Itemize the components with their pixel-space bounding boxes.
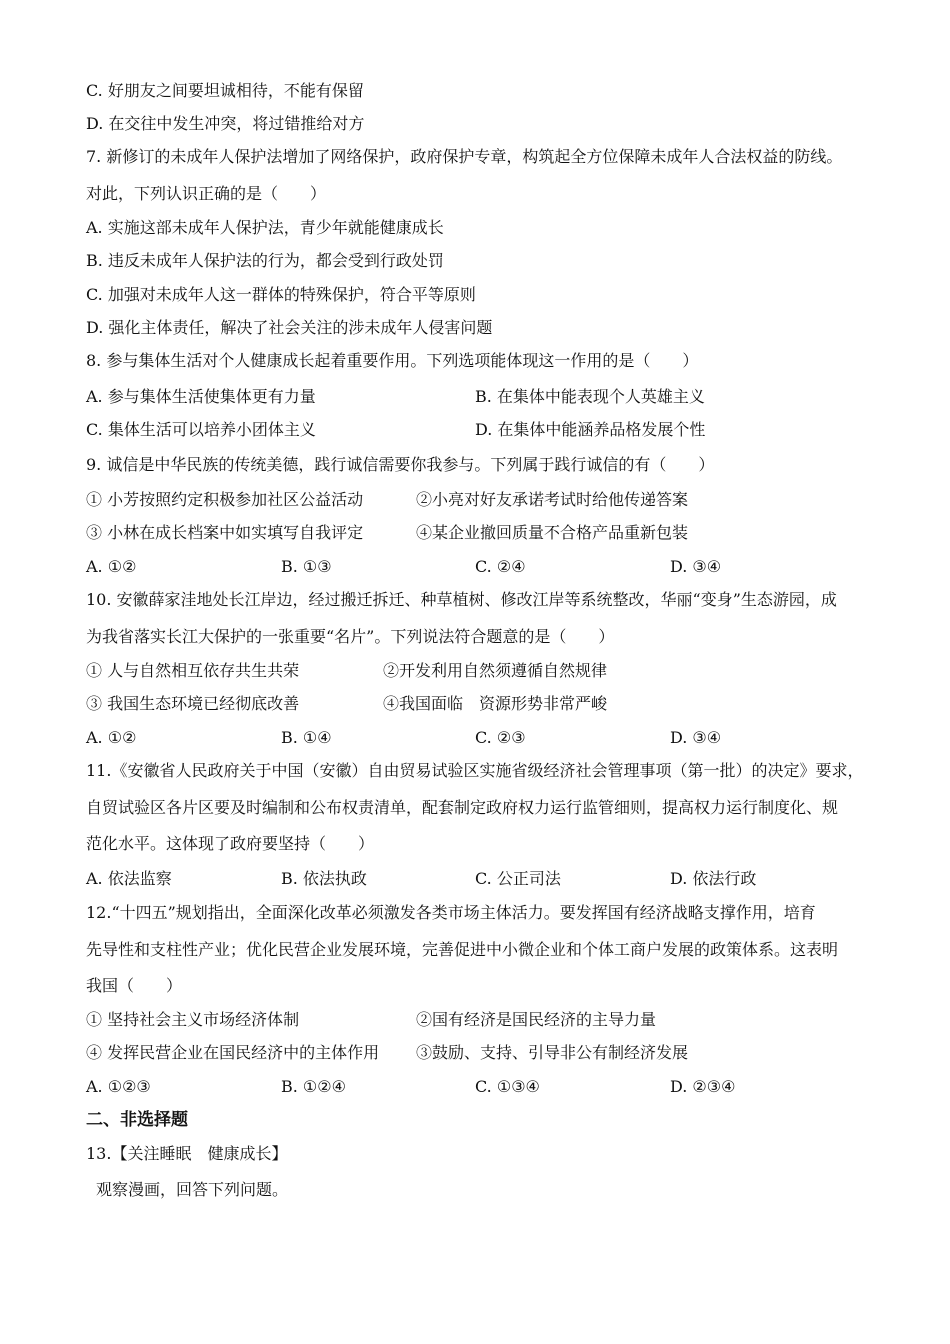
q11-stem-line-3: 范化水平。这体现了政府要坚持（ ） [86,834,375,853]
q7-option-a: A. 实施这部未成年人保护法，青少年就能健康成长 [86,218,444,237]
q8-option-a: A. 参与集体生活使集体更有力量 [86,387,316,406]
q12-statement-2: ②国有经济是国民经济的主导力量 [416,1010,657,1029]
q7-option-d: D. 强化主体责任，解决了社会关注的涉未成年人侵害问题 [86,318,493,337]
q10-option-a: A. ①② [86,728,137,747]
q12-statement-4: ③鼓励、支持、引导非公有制经济发展 [416,1043,689,1062]
q12-stem-line-1: 12.“十四五”规划指出，全面深化改革必须激发各类市场主体活力。要发挥国有经济战略支撑作用，培育 [86,903,816,922]
q12-stem-line-3: 我国（ ） [86,976,183,995]
section-2-heading: 二、非选择题 [86,1110,188,1130]
q12-statement-1: ① 坚持社会主义市场经济体制 [86,1010,300,1029]
q8-option-c: C. 集体生活可以培养小团体主义 [86,420,316,439]
q13-stem: 13.【关注睡眠 健康成长】 [86,1144,288,1163]
q12-statement-3: ④ 发挥民营企业在国民经济中的主体作用 [86,1043,380,1062]
q12-option-a: A. ①②③ [86,1077,151,1096]
q8-option-d: D. 在集体中能涵养品格发展个性 [475,420,706,439]
q10-option-c: C. ②③ [475,728,526,747]
q11-option-d: D. 依法行政 [670,869,757,888]
q9-statement-2: ②小亮对好友承诺考试时给他传递答案 [416,490,689,509]
q10-statement-3: ③ 我国生态环境已经彻底改善 [86,694,300,713]
q12-option-c: C. ①③④ [475,1077,540,1096]
q9-statement-1: ① 小芳按照约定积极参加社区公益活动 [86,490,364,509]
q9-statement-4: ④某企业撤回质量不合格产品重新包装 [416,523,689,542]
q8-stem: 8. 参与集体生活对个人健康成长起着重要作用。下列选项能体现这一作用的是（ ） [86,351,699,370]
q11-option-b: B. 依法执政 [281,869,367,888]
q10-option-d: D. ③④ [670,728,722,747]
q7-stem-line-2: 对此，下列认识正确的是（ ） [86,184,327,203]
q10-stem-line-2: 为我省落实长江大保护的一张重要“名片”。下列说法符合题意的是（ ） [86,627,615,646]
q7-option-c: C. 加强对未成年人这一群体的特殊保护，符合平等原则 [86,285,476,304]
q12-option-d: D. ②③④ [670,1077,736,1096]
q11-option-c: C. 公正司法 [475,869,561,888]
q9-stem: 9. 诚信是中华民族的传统美德，践行诚信需要你我参与。下列属于践行诚信的有（ ） [86,455,715,474]
q13-instruction: 观察漫画，回答下列问题。 [96,1180,289,1199]
q11-stem-line-2: 自贸试验区各片区要及时编制和公布权责清单，配套制定政府权力运行监管细则，提高权力运行制度化、规 [86,798,839,817]
q11-stem-line-1: 11.《安徽省人民政府关于中国（安徽）自由贸易试验区实施省级经济社会管理事项（第一批）的决定》要求， [86,761,864,780]
q12-option-b: B. ①②④ [281,1077,346,1096]
q6-option-d: D. 在交往中发生冲突，将过错推给对方 [86,114,365,133]
q9-option-d: D. ③④ [670,557,722,576]
q7-stem-line-1: 7. 新修订的未成年人保护法增加了网络保护，政府保护专章，构筑起全方位保障未成年人合法权益的防线。 [86,147,843,166]
q9-option-b: B. ①③ [281,557,332,576]
q9-statement-3: ③ 小林在成长档案中如实填写自我评定 [86,523,364,542]
q10-stem-line-1: 10. 安徽薛家洼地处长江岸边，经过搬迁拆迁、种草植树、修改江岸等系统整改，华丽“变身”生态游园，成 [86,590,837,609]
q10-option-b: B. ①④ [281,728,332,747]
q10-statement-1: ① 人与自然相互依存共生共荣 [86,661,300,680]
q9-option-a: A. ①② [86,557,137,576]
q6-option-c: C. 好朋友之间要坦诚相待，不能有保留 [86,81,364,100]
q10-statement-2: ②开发利用自然须遵循自然规律 [383,661,608,680]
q9-option-c: C. ②④ [475,557,526,576]
q8-option-b: B. 在集体中能表现个人英雄主义 [475,387,705,406]
q11-option-a: A. 依法监察 [86,869,172,888]
q12-stem-line-2: 先导性和支柱性产业；优化民营企业发展环境，完善促进中小微企业和个体工商户发展的政策体系。这表明 [86,940,839,959]
q10-statement-4: ④我国面临 资源形势非常严峻 [383,694,608,713]
q7-option-b: B. 违反未成年人保护法的行为，都会受到行政处罚 [86,251,444,270]
